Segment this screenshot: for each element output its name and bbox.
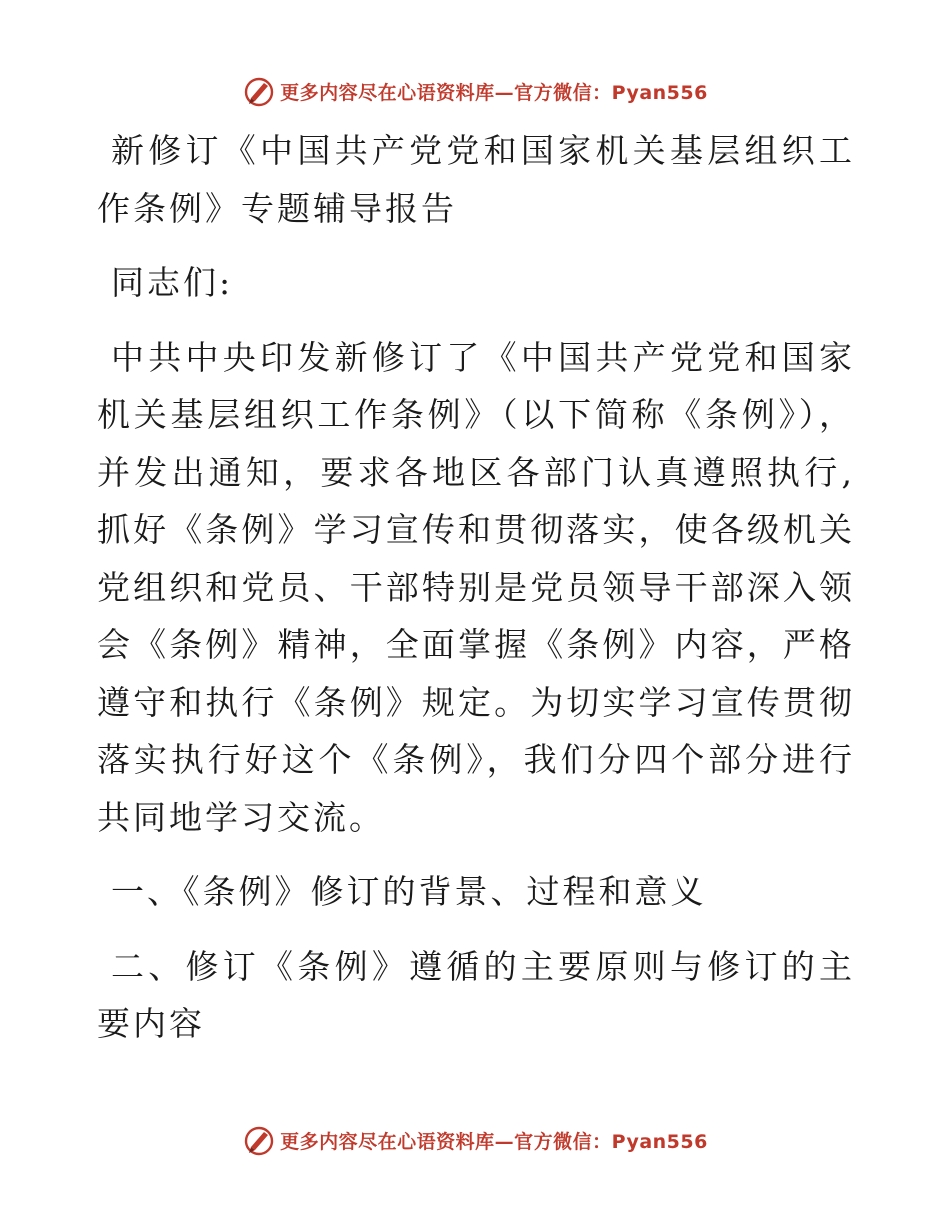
- watermark-text: 更多内容尽在心语资料库: [280, 81, 495, 104]
- salutation: 同志们:: [111, 263, 234, 302]
- section-heading-1: 一、《条例》修订的背景、过程和意义: [111, 872, 707, 911]
- watermark-wechat-label: 官方微信：: [514, 81, 612, 104]
- watermark-separator: —: [494, 81, 515, 104]
- section-heading-2: 二、修订《条例》遵循的主要原则与修订的主要内容: [97, 946, 855, 1043]
- watermark-text: 更多内容尽在心语资料库: [280, 1130, 495, 1153]
- watermark-separator: —: [494, 1130, 515, 1153]
- document-body: [97, 122, 855, 1053]
- pen-logo-icon: [242, 74, 276, 108]
- watermark-header: [0, 71, 950, 111]
- watermark-wechat-label: 官方微信：: [514, 1130, 612, 1153]
- intro-paragraph: 中共中央印发新修订了《中国共产党党和国家机关基层组织工作条例》（以下简称《条例》），并发出通知，要求各地区各部门认真遵照执行,抓好《条例》学习宣传和贯彻落实，使各级机关党组织和党员、干部特别是党员领导干部深入领会《条例》精神，全面掌握《条例》内容，严格遵守和执行《条例》规定。为切实学习宣传贯彻落实执行好这个《条例》，我们分四个部分进行共同地学习交流。: [97, 337, 855, 837]
- watermark-wechat-id: Pyan556: [611, 81, 708, 104]
- pen-logo-icon: [242, 1123, 276, 1157]
- watermark-wechat-id: Pyan556: [611, 1130, 708, 1153]
- watermark-footer: [0, 1120, 950, 1160]
- document-title: 新修订《中国共产党党和国家机关基层组织工作条例》专题辅导报告: [97, 131, 855, 228]
